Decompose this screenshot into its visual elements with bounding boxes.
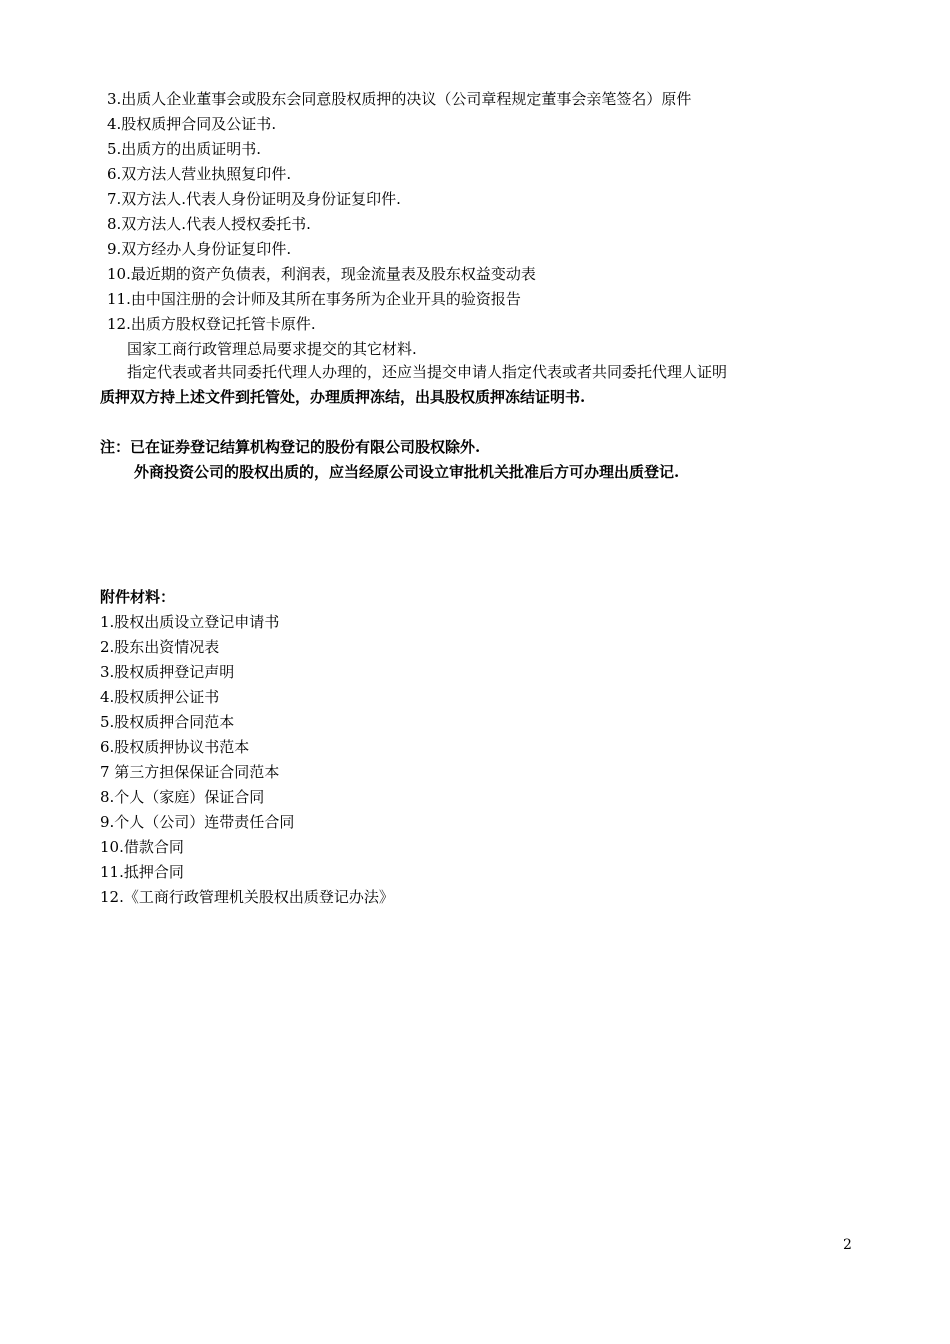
attachment-item: 4.股权质押公证书 [100, 688, 220, 706]
requirement-item-12: 12.出质方股权登记托管卡原件. [107, 315, 316, 333]
attachment-item: 9.个人（公司）连带责任合同 [100, 813, 295, 831]
attachment-item: 6.股权质押协议书范本 [100, 738, 250, 756]
requirement-item-4: 4.股权质押合同及公证书. [107, 115, 277, 133]
requirement-other-materials: 国家工商行政管理总局要求提交的其它材料. [127, 340, 417, 358]
requirement-item-10: 10.最近期的资产负债表，利润表，现金流量表及股东权益变动表 [107, 265, 536, 283]
attachment-item: 10.借款合同 [100, 838, 184, 856]
note-line-2: 外商投资公司的股权出质的，应当经原公司设立审批机关批准后方可办理出质登记. [134, 463, 680, 481]
requirements-conclusion: 质押双方持上述文件到托管处，办理质押冻结，出具股权质押冻结证明书. [100, 388, 586, 406]
requirement-item-7: 7.双方法人.代表人身份证明及身份证复印件. [107, 190, 401, 208]
requirement-item-8: 8.双方法人.代表人授权委托书. [107, 215, 311, 233]
requirement-item-3: 3.出质人企业董事会或股东会同意股权质押的决议（公司章程规定董事会亲笔签名）原件 [107, 90, 692, 108]
requirement-item-11: 11.由中国注册的会计师及其所在事务所为企业开具的验资报告 [107, 290, 521, 308]
page-number: 2 [843, 1237, 852, 1253]
requirement-item-5: 5.出质方的出质证明书. [107, 140, 262, 158]
attachment-item: 1.股权出质设立登记申请书 [100, 613, 280, 631]
attachment-item: 2.股东出资情况表 [100, 638, 220, 656]
attachment-item: 11.抵押合同 [100, 863, 184, 881]
attachment-item: 12.《工商行政管理机关股权出质登记办法》 [100, 888, 394, 906]
attachment-item: 7 第三方担保保证合同范本 [100, 763, 280, 781]
requirement-item-9: 9.双方经办人身份证复印件. [107, 240, 292, 258]
attachment-item: 5.股权质押合同范本 [100, 713, 235, 731]
attachments-heading: 附件材料： [100, 588, 176, 606]
requirement-proxy-note: 指定代表或者共同委托代理人办理的，还应当提交申请人指定代表或者共同委托代理人证明 [127, 363, 728, 381]
requirement-item-6: 6.双方法人营业执照复印件. [107, 165, 292, 183]
note-line-1: 注：已在证券登记结算机构登记的股份有限公司股权除外. [100, 438, 481, 456]
attachment-item: 3.股权质押登记声明 [100, 663, 235, 681]
attachment-item: 8.个人（家庭）保证合同 [100, 788, 265, 806]
